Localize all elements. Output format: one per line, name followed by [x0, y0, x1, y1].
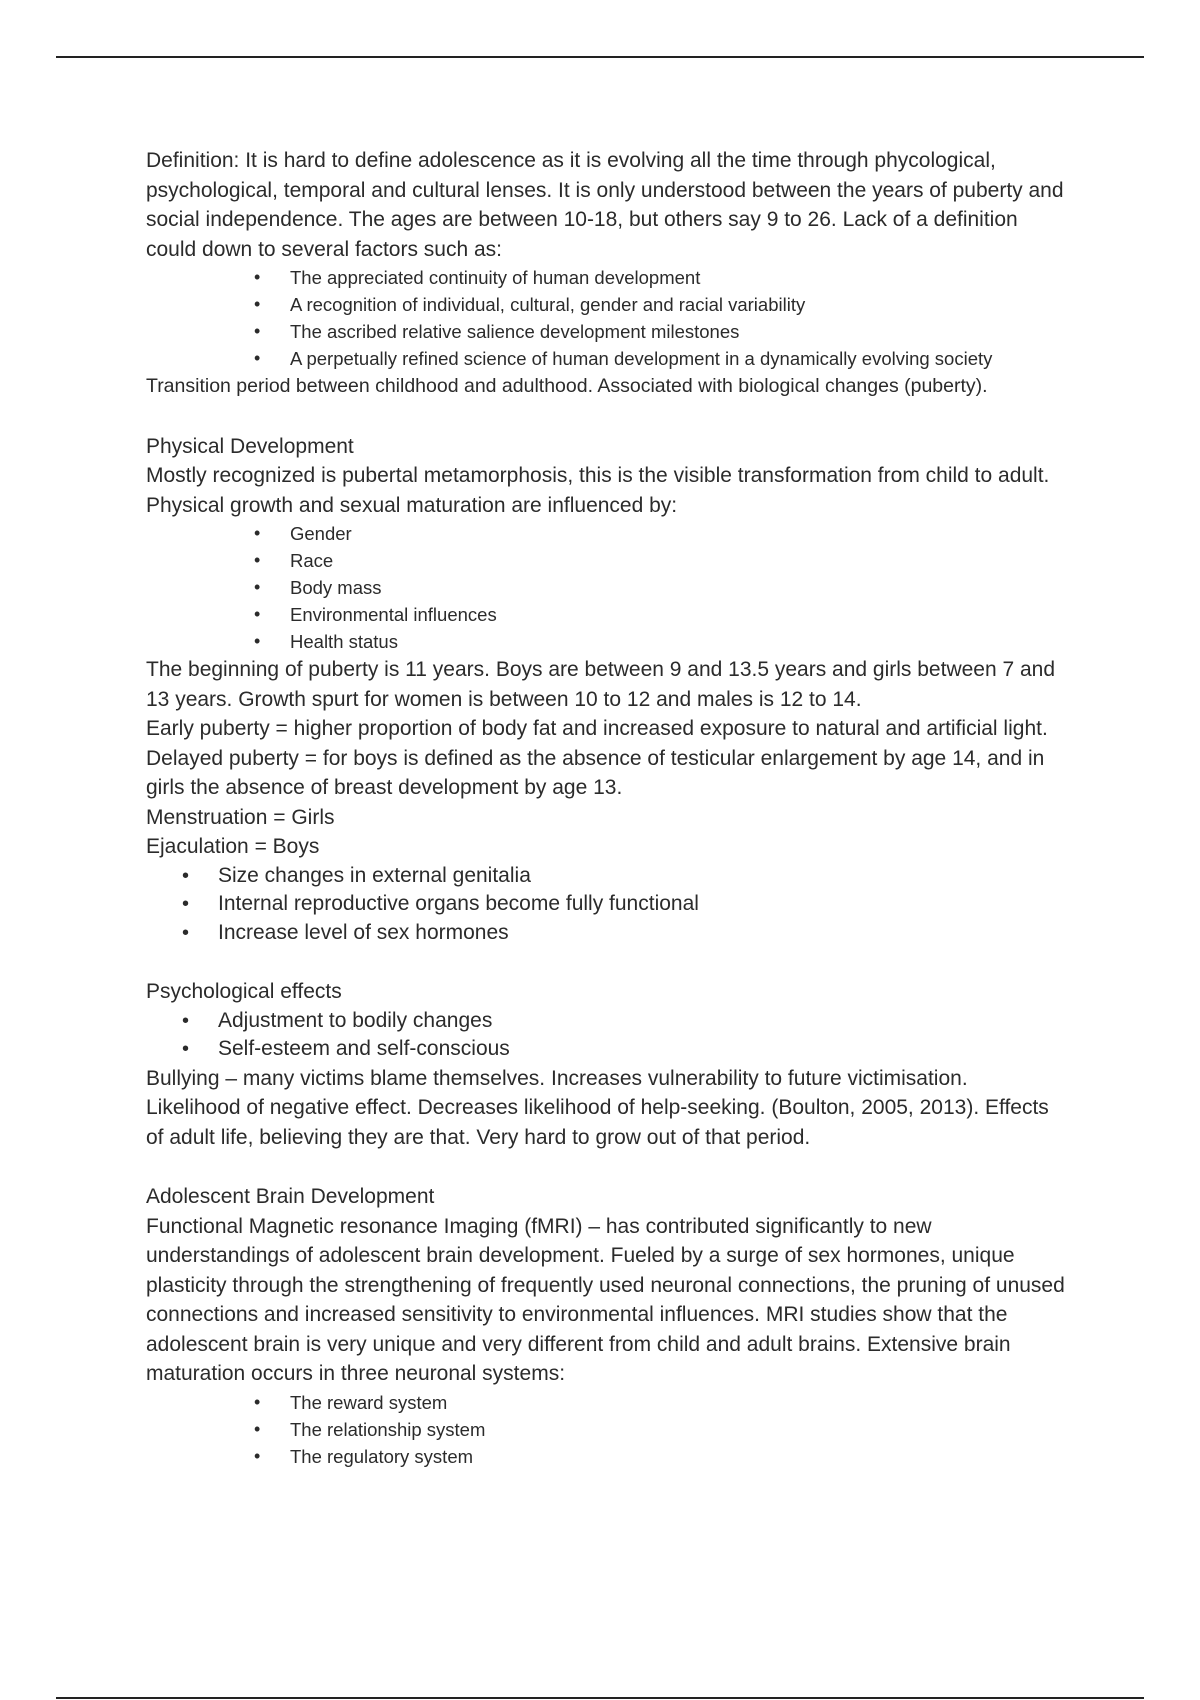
definition-factors-list [146, 264, 1066, 372]
list-item: • Increase level of sex hormones [146, 919, 1066, 948]
influences-list [146, 520, 1066, 655]
list-item: • Gender [146, 520, 1066, 547]
list-item: • Adjustment to bodily changes [146, 1007, 1066, 1036]
footer-rule [56, 1697, 1144, 1699]
changes-list [146, 862, 1066, 948]
neuronal-systems-list [146, 1389, 1066, 1470]
definition-paragraph: Definition: It is hard to define adolescence as it is evolving all the time through phycological, psychological, temporal and cultural lenses. It is only understood between the years of puberty and social independence. The ages are between 10-18, but others say 9 to 26. Lack of a definition could down to several factors such as: [146, 149, 1064, 261]
list-item: • The appreciated continuity of human development [146, 264, 1066, 291]
transition-paragraph: Transition period between childhood and adulthood. Associated with biological changes (puberty). [146, 375, 988, 397]
list-item: • Health status [146, 628, 1066, 655]
list-item: • A recognition of individual, cultural, gender and racial variability [146, 291, 1066, 318]
bullying-paragraph: Bullying – many victims blame themselves. Increases vulnerability to future victimisation. Likelihood of negative effect. Decreases likelihood of help-seeking. (Boulton, 2005, 2013). Effects of adult life, believing they are that. Very hard to grow out of that period. [146, 1066, 1049, 1149]
brain-development-heading: Adolescent Brain Development [146, 1185, 435, 1208]
early-puberty-paragraph: Early puberty = higher proportion of body fat and increased exposure to natural and artificial light. [146, 717, 1048, 740]
list-item: • Self-esteem and self-conscious [146, 1035, 1066, 1064]
list-item: • The reward system [146, 1389, 1066, 1416]
ejaculation-line: Ejaculation = Boys [146, 835, 320, 858]
physical-intro-paragraph: Mostly recognized is pubertal metamorphosis, this is the visible transformation from child to adult. Physical growth and sexual maturation are influenced by: [146, 464, 1050, 517]
menstruation-line: Menstruation = Girls [146, 805, 335, 829]
list-item: • Environmental influences [146, 601, 1066, 628]
header-rule [56, 56, 1144, 58]
delayed-puberty-paragraph: Delayed puberty = for boys is defined as the absence of testicular enlargement by age 14, and in girls the absence of breast development by age 13. [146, 746, 1045, 799]
list-item: • Race [146, 547, 1066, 574]
list-item: • Body mass [146, 574, 1066, 601]
puberty-age-paragraph: The beginning of puberty is 11 years. Boys are between 9 and 13.5 years and girls between 7 and 13 years. Growth spurt for women is between 10 to 12 and males is 12 to 14. [146, 658, 1056, 711]
list-item: • The ascribed relative salience development milestones [146, 318, 1066, 345]
list-item: • A perpetually refined science of human development in a dynamically evolving society [146, 345, 1066, 372]
physical-development-heading: Physical Development [146, 434, 354, 458]
list-item: • The relationship system [146, 1416, 1066, 1443]
list-item: • Internal reproductive organs become fully functional [146, 890, 1066, 919]
document-body [146, 146, 1066, 1470]
psychological-effects-heading: Psychological effects [146, 980, 342, 1003]
brain-development-paragraph: Functional Magnetic resonance Imaging (fMRI) – has contributed significantly to new understandings of adolescent brain development. Fueled by a surge of sex hormones, unique plasticity through the strengthening of frequently used neuronal connections, the pruning of unused connections and increased sensitivity to environmental influences. MRI studies show that the adolescent brain is very unique and very different from child and adult brains. Extensive brain maturation occurs in three neuronal systems: [146, 1214, 1065, 1385]
psychological-effects-list [146, 1007, 1066, 1064]
list-item: • The regulatory system [146, 1443, 1066, 1470]
list-item: • Size changes in external genitalia [146, 862, 1066, 891]
